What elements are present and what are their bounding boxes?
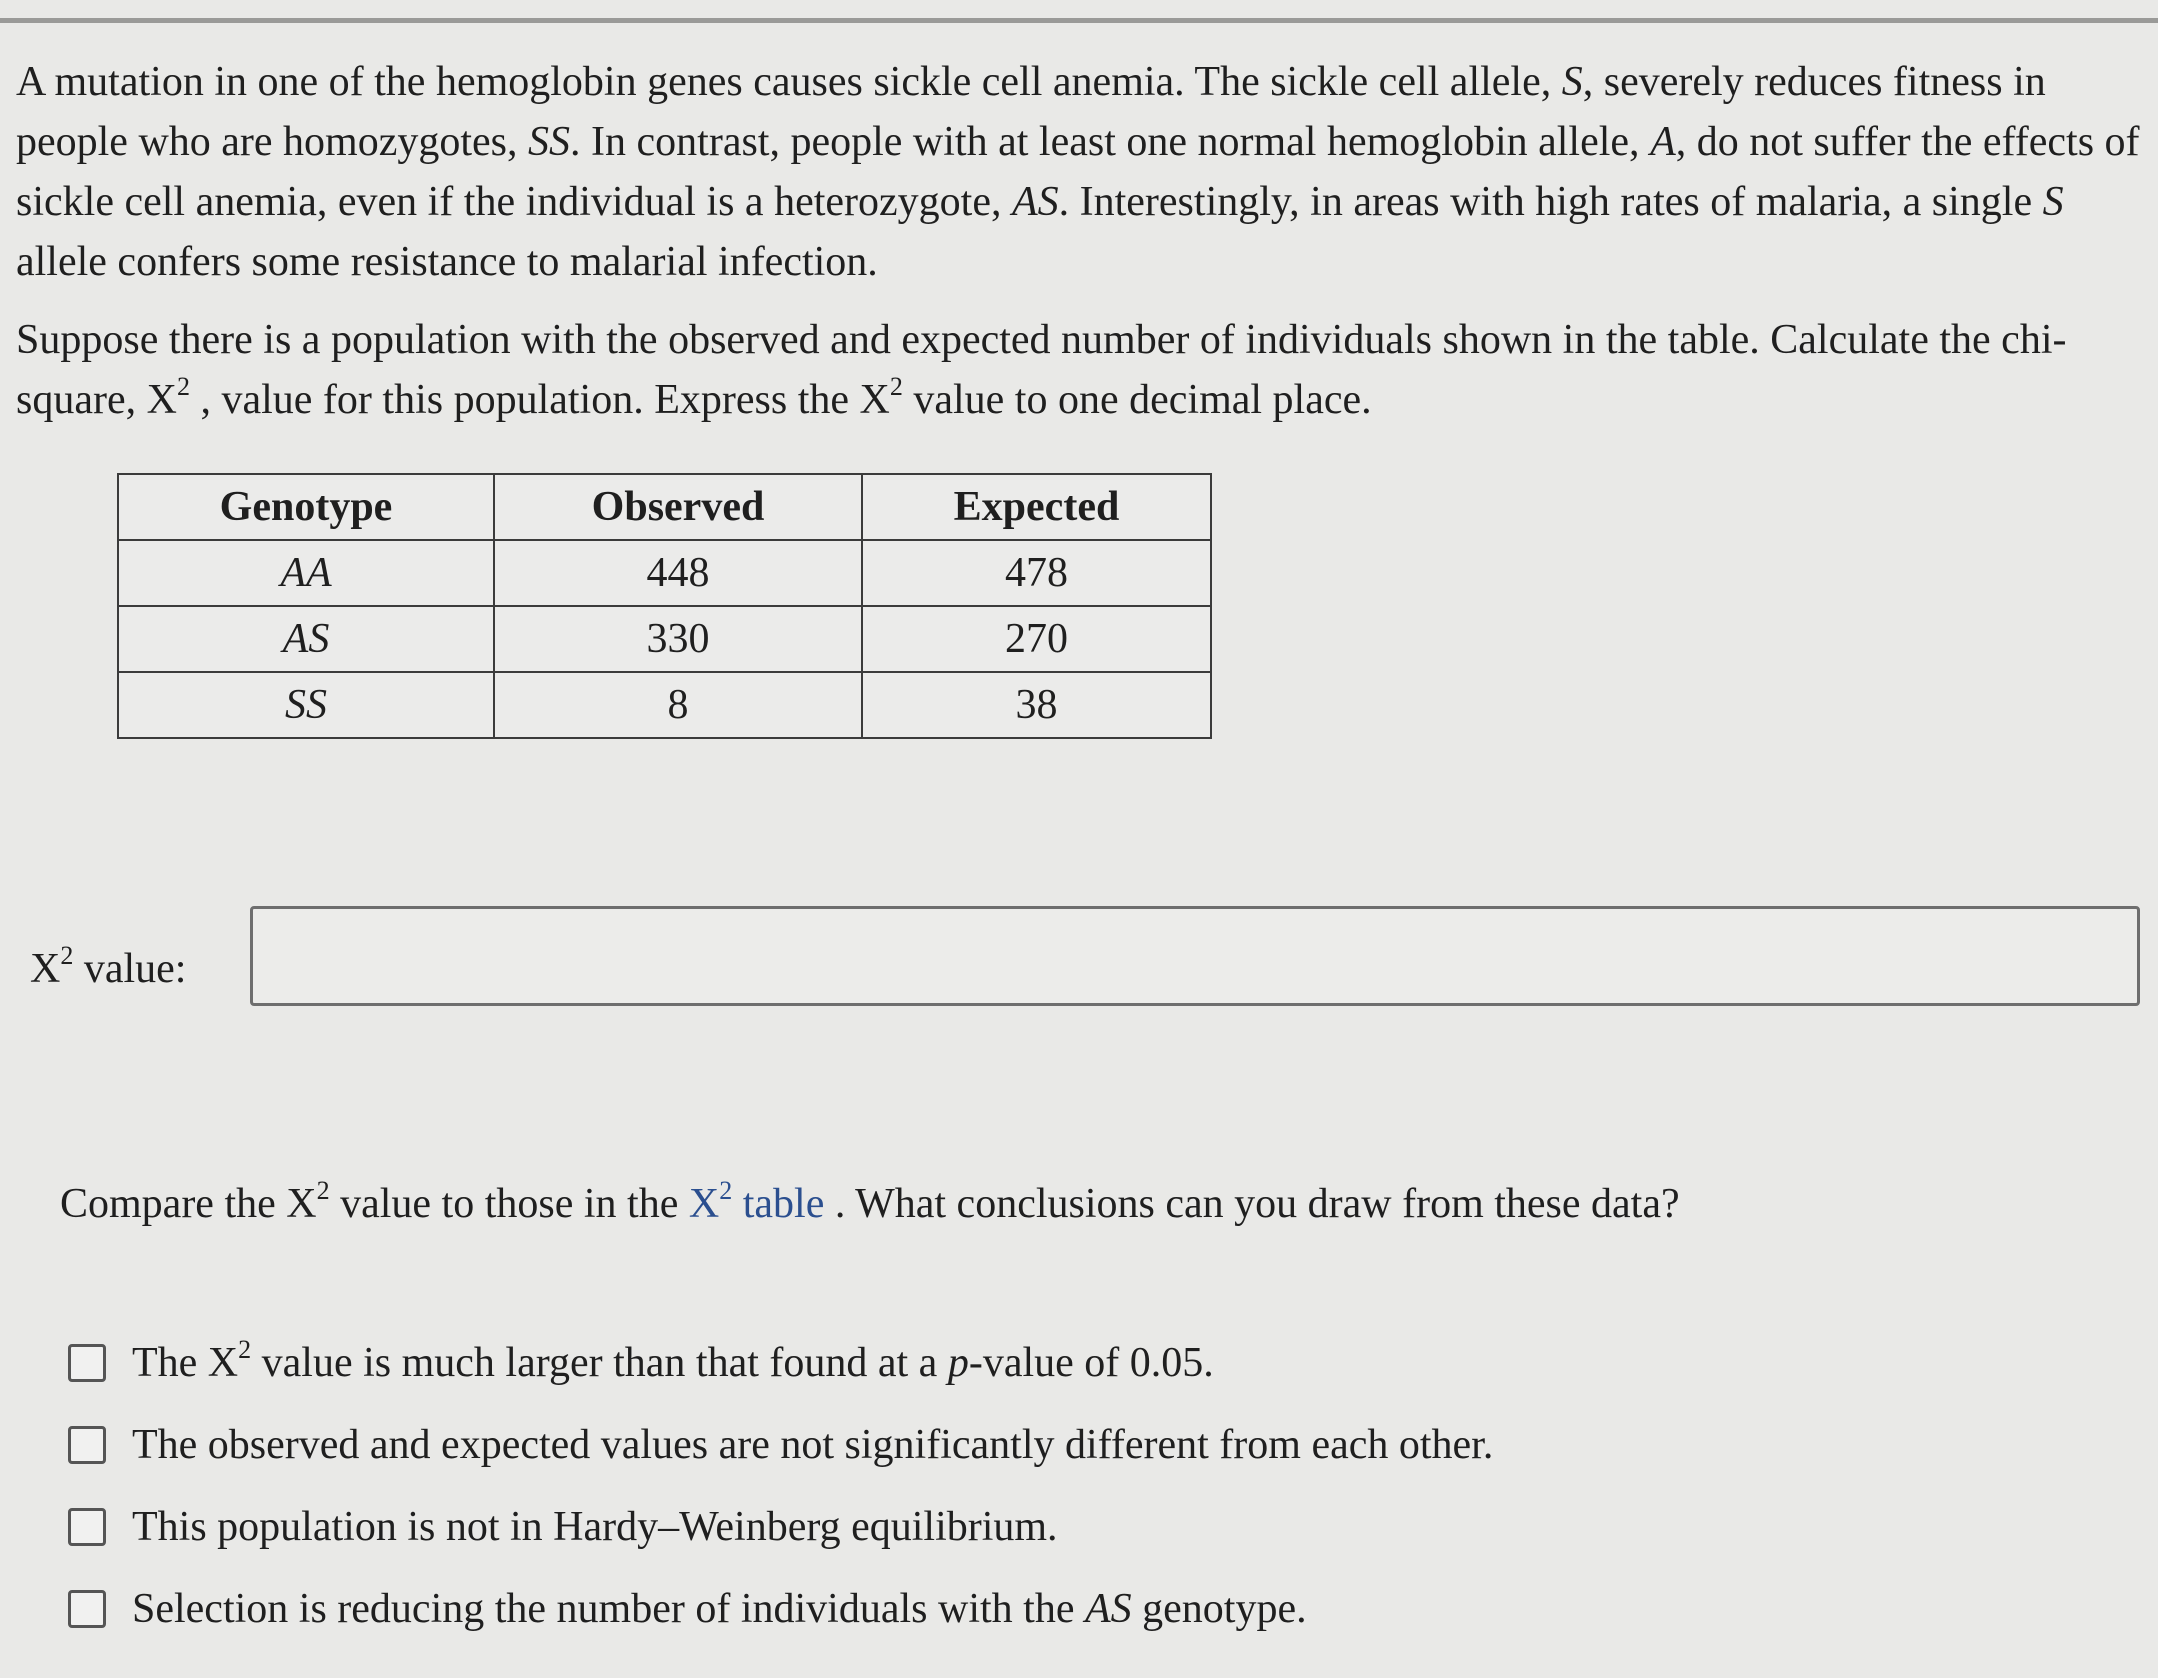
option-not-significantly-different[interactable] <box>68 1404 1493 1486</box>
genotype-cell: SS <box>118 672 494 738</box>
option-not-in-hardy-weinberg[interactable] <box>68 1486 1493 1568</box>
table-row <box>118 606 1211 672</box>
header-observed: Observed <box>494 474 862 540</box>
top-divider <box>0 18 2158 23</box>
checkbox[interactable] <box>68 1508 106 1546</box>
checkbox[interactable] <box>68 1590 106 1628</box>
table-row <box>118 540 1211 606</box>
option-selection-reducing-as[interactable] <box>68 1568 1493 1650</box>
chi-square-label: $X^2$ value: <box>30 940 187 992</box>
observed-cell: 330 <box>494 606 862 672</box>
option-label: This population is not in Hardy–Weinberg equilibrium. <box>132 1504 1058 1550</box>
answer-options <box>68 1322 1493 1650</box>
table-header-row <box>118 474 1211 540</box>
genotype-cell: AS <box>118 606 494 672</box>
checkbox[interactable] <box>68 1426 106 1464</box>
header-expected: Expected <box>862 474 1211 540</box>
expected-cell: 478 <box>862 540 1211 606</box>
expected-cell: 38 <box>862 672 1211 738</box>
table-row <box>118 672 1211 738</box>
compare-question: Compare the $X^2$ value to those in the $X^2$ table . What conclusions can you draw from these data? <box>60 1175 1680 1227</box>
expected-cell: 270 <box>862 606 1211 672</box>
option-label: The $X^2$ value is much larger than that found at a p-value of 0.05. <box>132 1334 1214 1386</box>
option-label: Selection is reducing the number of individuals with the AS genotype. <box>132 1586 1307 1632</box>
option-larger-than-0-05[interactable] <box>68 1322 1493 1404</box>
problem-statement <box>16 52 2151 430</box>
chi-square-input[interactable] <box>250 906 2140 1006</box>
chi-square-table-link[interactable]: $X^2$ table <box>688 1175 825 1227</box>
problem-paragraph-2: Suppose there is a population with the observed and expected number of individuals shown in the table. Calculate the chi-square, $X^2$ , value for this population. Express the $X^2$ value to one decimal place. <box>16 317 2067 423</box>
genotype-table <box>117 473 1212 739</box>
observed-cell: 448 <box>494 540 862 606</box>
header-genotype: Genotype <box>118 474 494 540</box>
genotype-cell: AA <box>118 540 494 606</box>
option-label: The observed and expected values are not significantly different from each other. <box>132 1422 1494 1468</box>
problem-paragraph-1: A mutation in one of the hemoglobin genes causes sickle cell anemia. The sickle cell allele, S, severely reduces fitness in people who are homozygotes, SS. In contrast, people with at least one normal hemoglobin allele, A, do not suffer the effects of sickle cell anemia, even if the individual is a heterozygote, AS. Interestingly, in areas with high rates of malaria, a single S allele confers some resistance to malarial infection. <box>16 59 2140 285</box>
observed-cell: 8 <box>494 672 862 738</box>
checkbox[interactable] <box>68 1344 106 1382</box>
